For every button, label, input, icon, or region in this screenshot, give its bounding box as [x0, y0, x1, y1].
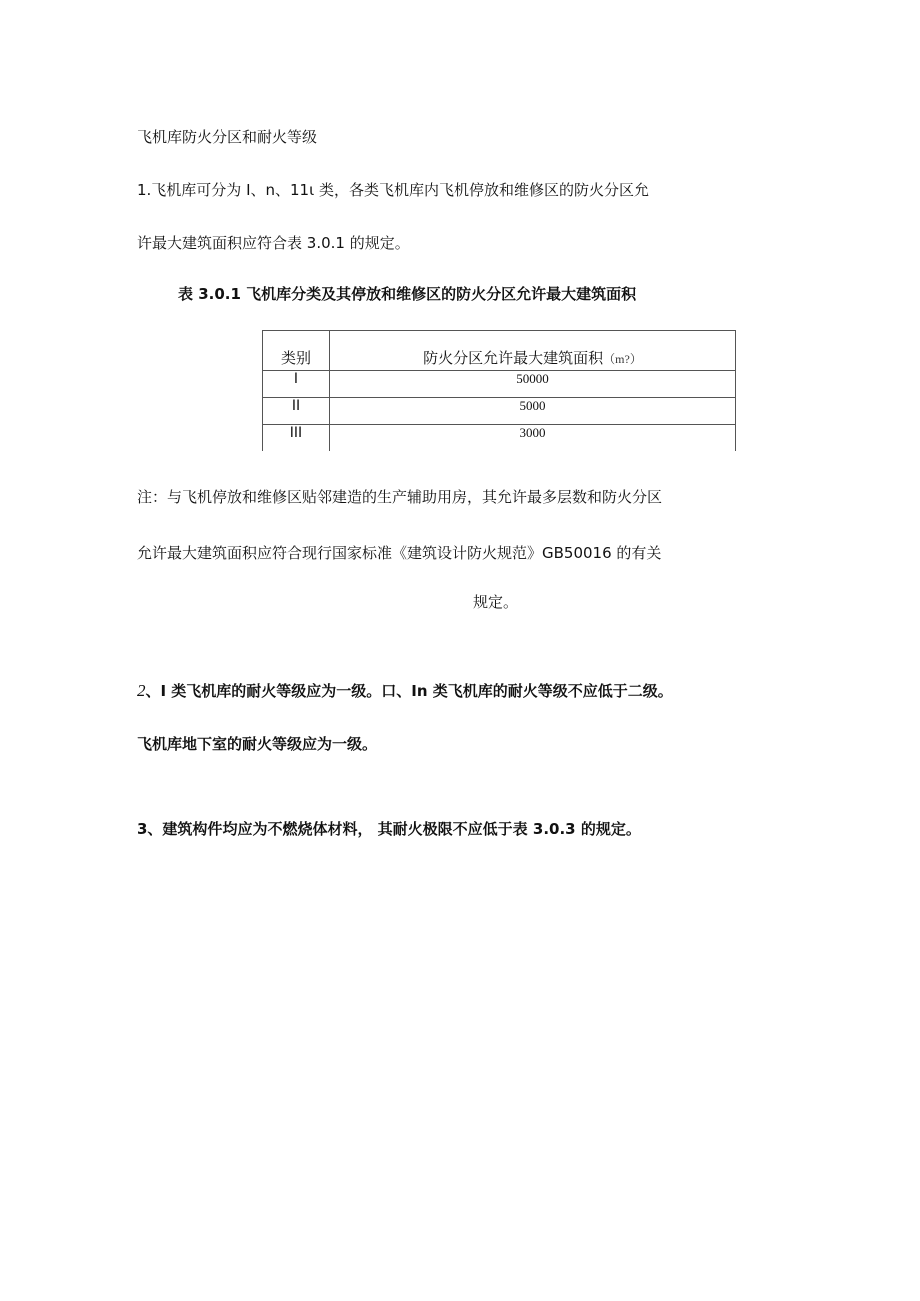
table-cell-type: III	[263, 425, 330, 452]
paragraph-1-line-2: 许最大建筑面积应符合表 3.0.1 的规定。	[137, 234, 410, 252]
table-header-area-label: 防火分区允许最大建筑面积	[423, 349, 604, 367]
table-cell-area: 50000	[330, 371, 736, 398]
note-line-3: 规定。	[473, 593, 519, 611]
table-cell-area: 3000	[330, 425, 736, 452]
table-header-unit: （m?）	[603, 352, 642, 366]
table-row	[263, 371, 736, 398]
note-line-2: 允许最大建筑面积应符合现行国家标准《建筑设计防火规范》GB50016 的有关	[137, 544, 662, 562]
table-cell-type: I	[263, 371, 330, 398]
table-cell-area: 5000	[330, 398, 736, 425]
section-2-line-1	[137, 681, 673, 701]
note-line-1: 注：与飞机停放和维修区贴邻建造的生产辅助用房，其允许最多层数和防火分区	[137, 488, 663, 506]
table-row	[263, 398, 736, 425]
table-row	[263, 425, 736, 452]
table-header-row	[263, 331, 736, 371]
section-2-text: 、I 类飞机库的耐火等级应为一级。口、In 类飞机库的耐火等级不应低于二级。	[145, 682, 673, 700]
fire-zone-area-table	[262, 330, 736, 451]
table-cell-type: II	[263, 398, 330, 425]
table-caption: 表 3.0.1 飞机库分类及其停放和维修区的防火分区允许最大建筑面积	[178, 285, 637, 303]
table-header-type: 类别	[263, 331, 330, 371]
paragraph-1-line-1: 1.飞机库可分为 I、n、11ι 类，各类飞机库内飞机停放和维修区的防火分区允	[137, 181, 649, 199]
section-2-line-2: 飞机库地下室的耐火等级应为一级。	[137, 735, 378, 753]
section-2-number: 2	[137, 681, 146, 700]
section-3-line-1: 3、建筑构件均应为不燃烧体材料， 其耐火极限不应低于表 3.0.3 的规定。	[137, 820, 641, 838]
table-header-area	[330, 331, 736, 371]
document-title: 飞机库防火分区和耐火等级	[137, 128, 318, 146]
